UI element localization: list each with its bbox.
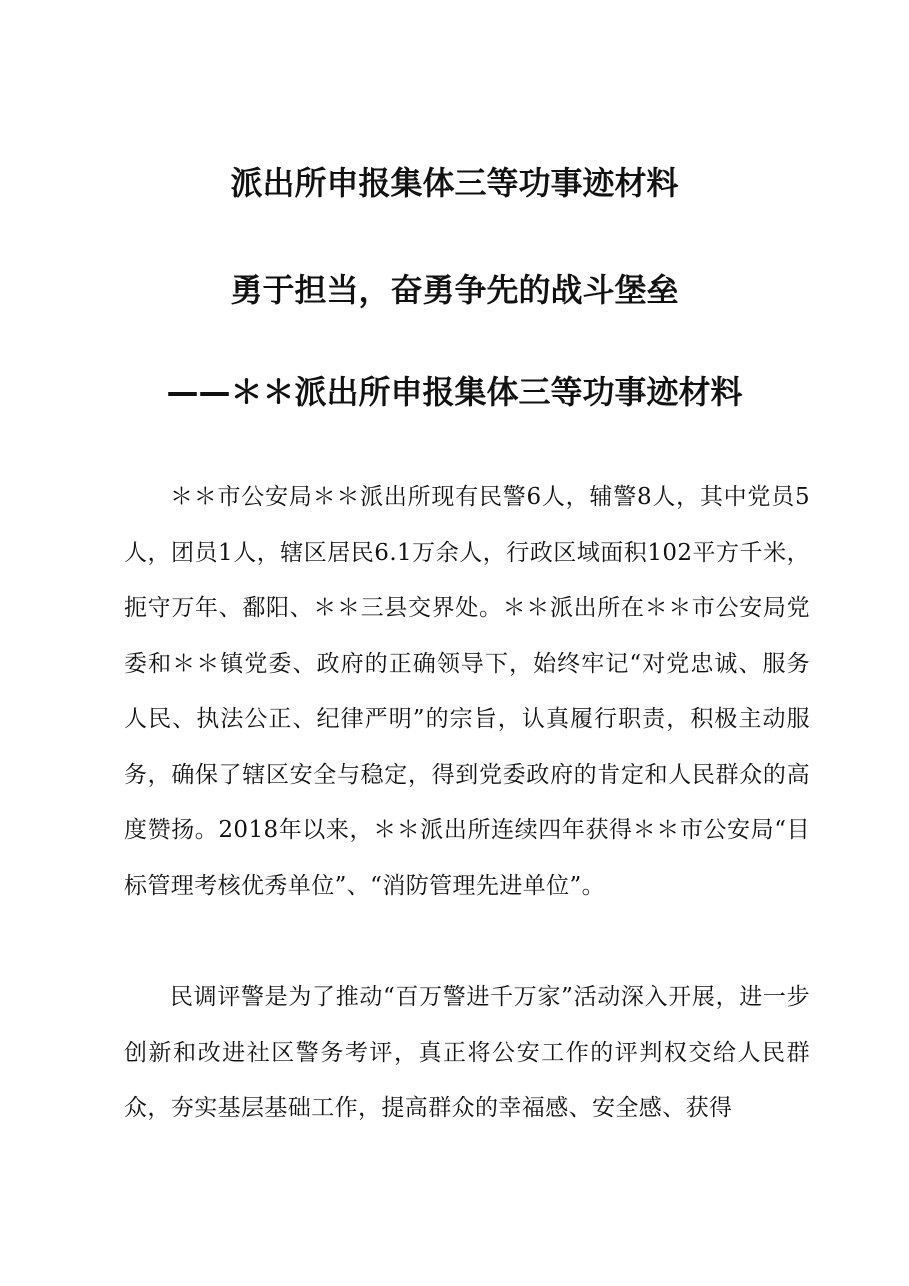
document-subtitle: 勇于担当，奋勇争先的战斗堡垒 [230,271,679,309]
document-subtitle-secondary: ——＊＊派出所申报集体三等功事迹材料 [166,373,743,411]
document-title: 派出所申报集体三等功事迹材料 [230,164,679,202]
body-paragraph-2: 民调评警是为了推动“百万警进千万家”活动深入开展，进一步创新和改进社区警务考评，真正将公安工作的评判权交给人民群众，夯实基层基础工作，提高群众的幸福感、安全感、获得 [124,984,810,1121]
body-paragraph-1: ＊＊市公安局＊＊派出所现有民警6人，辅警8人，其中党员5人，团员1人，辖区居民6.1万余人，行政区域面积102平方千米，扼守万年、鄱阳、＊＊三县交界处。＊＊派出所在＊＊市公安局党委和＊＊镇党委、政府的正确领导下，始终牢记“对党忠诚、服务人民、执法公正、纪律严明”的宗旨，认真履行职责，积极主动服务，确保了辖区安全与稳定，得到党委政府的肯定和人民群众的高度赞扬。2018年以来，＊＊派出所连续四年获得＊＊市公安局“目标管理考核优秀单位”、“消防管理先进单位”。 [124,484,810,899]
